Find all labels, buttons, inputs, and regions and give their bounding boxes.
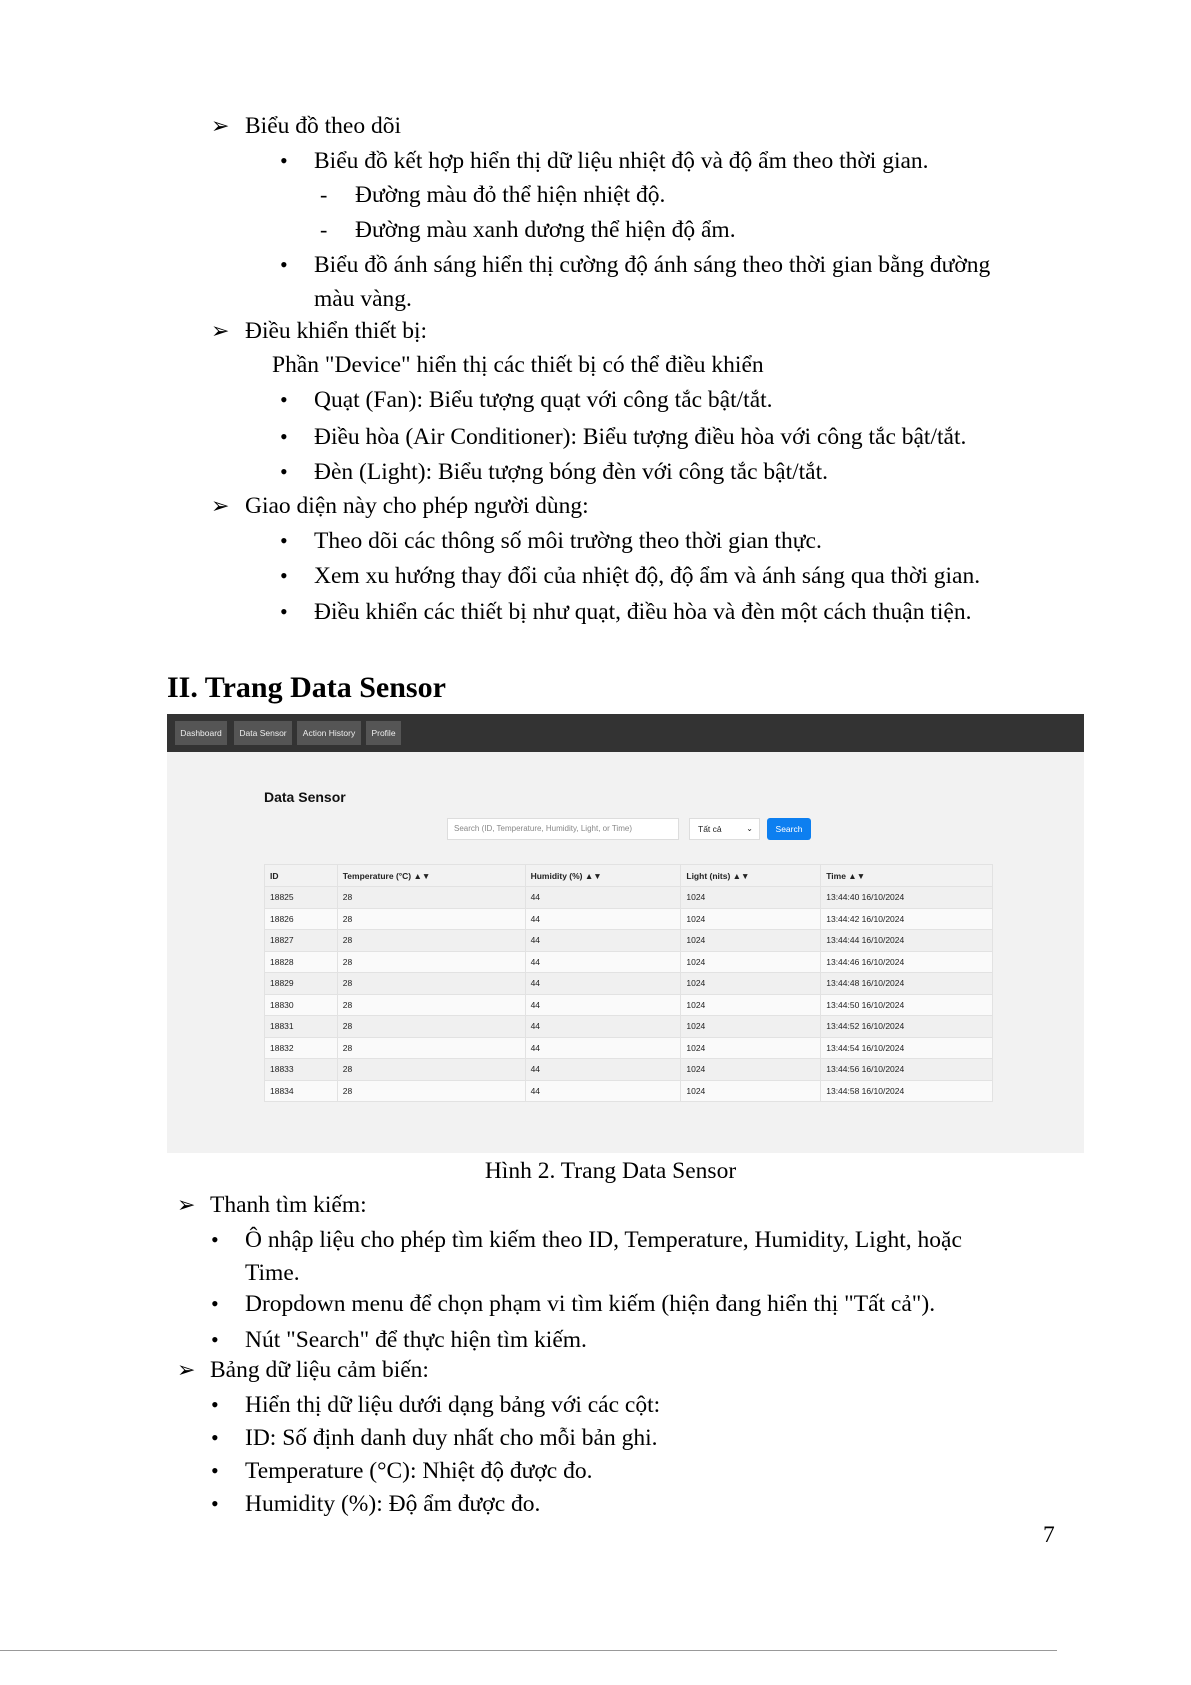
table-cell: 44	[525, 994, 681, 1016]
text-line: Điều hòa (Air Conditioner): Biểu tượng điều hòa với công tắc bật/tắt.	[314, 424, 967, 450]
text-line: Ô nhập liệu cho phép tìm kiếm theo ID, Temperature, Humidity, Light, hoặc	[245, 1227, 962, 1253]
table-cell: 28	[337, 1059, 525, 1081]
table-cell: 44	[525, 1037, 681, 1059]
table-cell: 13:44:58 16/10/2024	[821, 1080, 993, 1102]
text-line: Bảng dữ liệu cảm biến:	[210, 1357, 429, 1383]
text-line: Biểu đồ ánh sáng hiển thị cường độ ánh sáng theo thời gian bằng đường	[314, 252, 991, 278]
table-cell: 18833	[265, 1059, 338, 1081]
table-cell: 13:44:44 16/10/2024	[821, 930, 993, 952]
table-row	[265, 1080, 993, 1102]
table-row	[265, 951, 993, 973]
filter-select[interactable]	[689, 818, 760, 840]
bullet-icon: •	[211, 1425, 219, 1450]
arrow-bullet-icon: ➢	[177, 1357, 196, 1382]
table-row	[265, 994, 993, 1016]
table-cell: 1024	[681, 973, 821, 995]
table-cell: 13:44:42 16/10/2024	[821, 908, 993, 930]
bullet-icon: •	[280, 387, 288, 412]
arrow-bullet-icon: ➢	[211, 493, 230, 518]
text-line: Đường màu đỏ thể hiện nhiệt độ.	[355, 182, 666, 208]
table-cell: 1024	[681, 994, 821, 1016]
text-line: ID: Số định danh duy nhất cho mỗi bản ghi.	[245, 1425, 658, 1451]
table-cell: 44	[525, 930, 681, 952]
table-cell: 28	[337, 908, 525, 930]
arrow-bullet-icon: ➢	[211, 113, 230, 138]
text-line: Phần "Device" hiển thị các thiết bị có thể điều khiển	[272, 352, 764, 378]
dash-bullet: -	[320, 182, 328, 207]
text-line: Biểu đồ kết hợp hiển thị dữ liệu nhiệt độ và độ ẩm theo thời gian.	[314, 148, 929, 174]
page-title: Data Sensor	[264, 789, 346, 805]
table-cell: 13:44:52 16/10/2024	[821, 1016, 993, 1038]
table-cell: 18825	[265, 887, 338, 909]
table-cell: 18826	[265, 908, 338, 930]
nav-bar	[167, 714, 1084, 752]
text-line: Dropdown menu để chọn phạm vi tìm kiếm (hiện đang hiển thị "Tất cả").	[245, 1291, 936, 1317]
bullet-icon: •	[211, 1392, 219, 1417]
text-line: Theo dõi các thông số môi trường theo thời gian thực.	[314, 528, 822, 554]
column-header[interactable]: Humidity (%) ▲▼	[525, 865, 681, 887]
table-cell: 1024	[681, 930, 821, 952]
table-cell: 44	[525, 951, 681, 973]
bullet-icon: •	[280, 459, 288, 484]
bullet-icon: •	[280, 148, 288, 173]
text-line: Điều khiển thiết bị:	[245, 318, 428, 344]
table-cell: 13:44:50 16/10/2024	[821, 994, 993, 1016]
table-cell: 18832	[265, 1037, 338, 1059]
data-sensor-screenshot	[167, 714, 1084, 1153]
bullet-icon: •	[280, 528, 288, 553]
table-cell: 44	[525, 1016, 681, 1038]
bullet-icon: •	[280, 424, 288, 449]
bullet-icon: •	[211, 1291, 219, 1316]
bullet-icon: •	[211, 1327, 219, 1352]
text-line: Temperature (°C): Nhiệt độ được đo.	[245, 1458, 593, 1484]
column-header[interactable]: Temperature (°C) ▲▼	[337, 865, 525, 887]
bullet-icon: •	[280, 599, 288, 624]
text-line: Humidity (%): Độ ẩm được đo.	[245, 1491, 541, 1517]
text-line: Thanh tìm kiếm:	[210, 1192, 367, 1218]
text-line: Xem xu hướng thay đổi của nhiệt độ, độ ẩm và ánh sáng qua thời gian.	[314, 563, 981, 589]
search-button[interactable]: Search	[767, 818, 811, 840]
table-cell: 28	[337, 887, 525, 909]
table-cell: 18830	[265, 994, 338, 1016]
arrow-bullet-icon: ➢	[177, 1192, 196, 1217]
table-cell: 44	[525, 1059, 681, 1081]
table-cell: 28	[337, 994, 525, 1016]
nav-dashboard[interactable]: Dashboard	[175, 721, 227, 745]
dash-bullet: -	[320, 217, 328, 242]
table-cell: 18829	[265, 973, 338, 995]
column-header: ID	[265, 865, 338, 887]
nav-data-sensor[interactable]: Data Sensor	[234, 721, 292, 745]
text-line: màu vàng.	[314, 286, 412, 312]
table-cell: 44	[525, 973, 681, 995]
search-input[interactable]: Search (ID, Temperature, Humidity, Light, or Time)	[447, 818, 679, 840]
table-cell: 28	[337, 1016, 525, 1038]
table-cell: 13:44:54 16/10/2024	[821, 1037, 993, 1059]
table-cell: 13:44:46 16/10/2024	[821, 951, 993, 973]
table-cell: 44	[525, 908, 681, 930]
page-number: 7	[1043, 1522, 1055, 1548]
table-cell: 28	[337, 930, 525, 952]
table-cell: 13:44:48 16/10/2024	[821, 973, 993, 995]
text-line: Quạt (Fan): Biểu tượng quạt với công tắc bật/tắt.	[314, 387, 773, 413]
table-row	[265, 887, 993, 909]
text-line: Nút "Search" để thực hiện tìm kiếm.	[245, 1327, 587, 1353]
section-heading: II. Trang Data Sensor	[167, 671, 446, 704]
footer-divider	[0, 1650, 1057, 1651]
table-cell: 18828	[265, 951, 338, 973]
table-row	[265, 1059, 993, 1081]
text-line: Hiển thị dữ liệu dưới dạng bảng với các cột:	[245, 1392, 661, 1418]
table-cell: 44	[525, 1080, 681, 1102]
figure-caption: Hình 2. Trang Data Sensor	[484, 1158, 737, 1184]
text-line: Time.	[245, 1260, 300, 1286]
table-cell: 18834	[265, 1080, 338, 1102]
table-row	[265, 1037, 993, 1059]
table-cell: 28	[337, 973, 525, 995]
bullet-icon: •	[280, 563, 288, 588]
sensor-table	[264, 864, 993, 1102]
column-header[interactable]: Time ▲▼	[821, 865, 993, 887]
table-cell: 44	[525, 887, 681, 909]
bullet-icon: •	[211, 1491, 219, 1516]
text-line: Giao diện này cho phép người dùng:	[245, 493, 589, 519]
table-row	[265, 973, 993, 995]
table-cell: 28	[337, 951, 525, 973]
table-cell: 1024	[681, 887, 821, 909]
text-line: Điều khiển các thiết bị như quạt, điều hòa và đèn một cách thuận tiện.	[314, 599, 972, 625]
table-cell: 1024	[681, 1059, 821, 1081]
select-value: Tất cả	[698, 824, 722, 834]
nav-profile[interactable]: Profile	[366, 721, 401, 745]
table-cell: 1024	[681, 1037, 821, 1059]
column-header[interactable]: Light (nits) ▲▼	[681, 865, 821, 887]
bullet-icon: •	[211, 1227, 219, 1252]
table-row	[265, 930, 993, 952]
text-line: Đường màu xanh dương thể hiện độ ẩm.	[355, 217, 736, 243]
table-cell: 13:44:56 16/10/2024	[821, 1059, 993, 1081]
table-cell: 18831	[265, 1016, 338, 1038]
table-cell: 18827	[265, 930, 338, 952]
chevron-down-icon: ⌄	[746, 824, 753, 833]
table-cell: 1024	[681, 908, 821, 930]
table-cell: 13:44:40 16/10/2024	[821, 887, 993, 909]
bullet-icon: •	[280, 252, 288, 277]
table-cell: 1024	[681, 1080, 821, 1102]
arrow-bullet-icon: ➢	[211, 318, 230, 343]
text-line: Đèn (Light): Biểu tượng bóng đèn với công tắc bật/tắt.	[314, 459, 829, 485]
table-cell: 28	[337, 1037, 525, 1059]
table-cell: 1024	[681, 1016, 821, 1038]
bullet-icon: •	[211, 1458, 219, 1483]
table-cell: 28	[337, 1080, 525, 1102]
nav-action-history[interactable]: Action History	[297, 721, 361, 745]
text-line: Biểu đồ theo dõi	[245, 113, 401, 139]
table-cell: 1024	[681, 951, 821, 973]
table-row	[265, 908, 993, 930]
table-row	[265, 1016, 993, 1038]
